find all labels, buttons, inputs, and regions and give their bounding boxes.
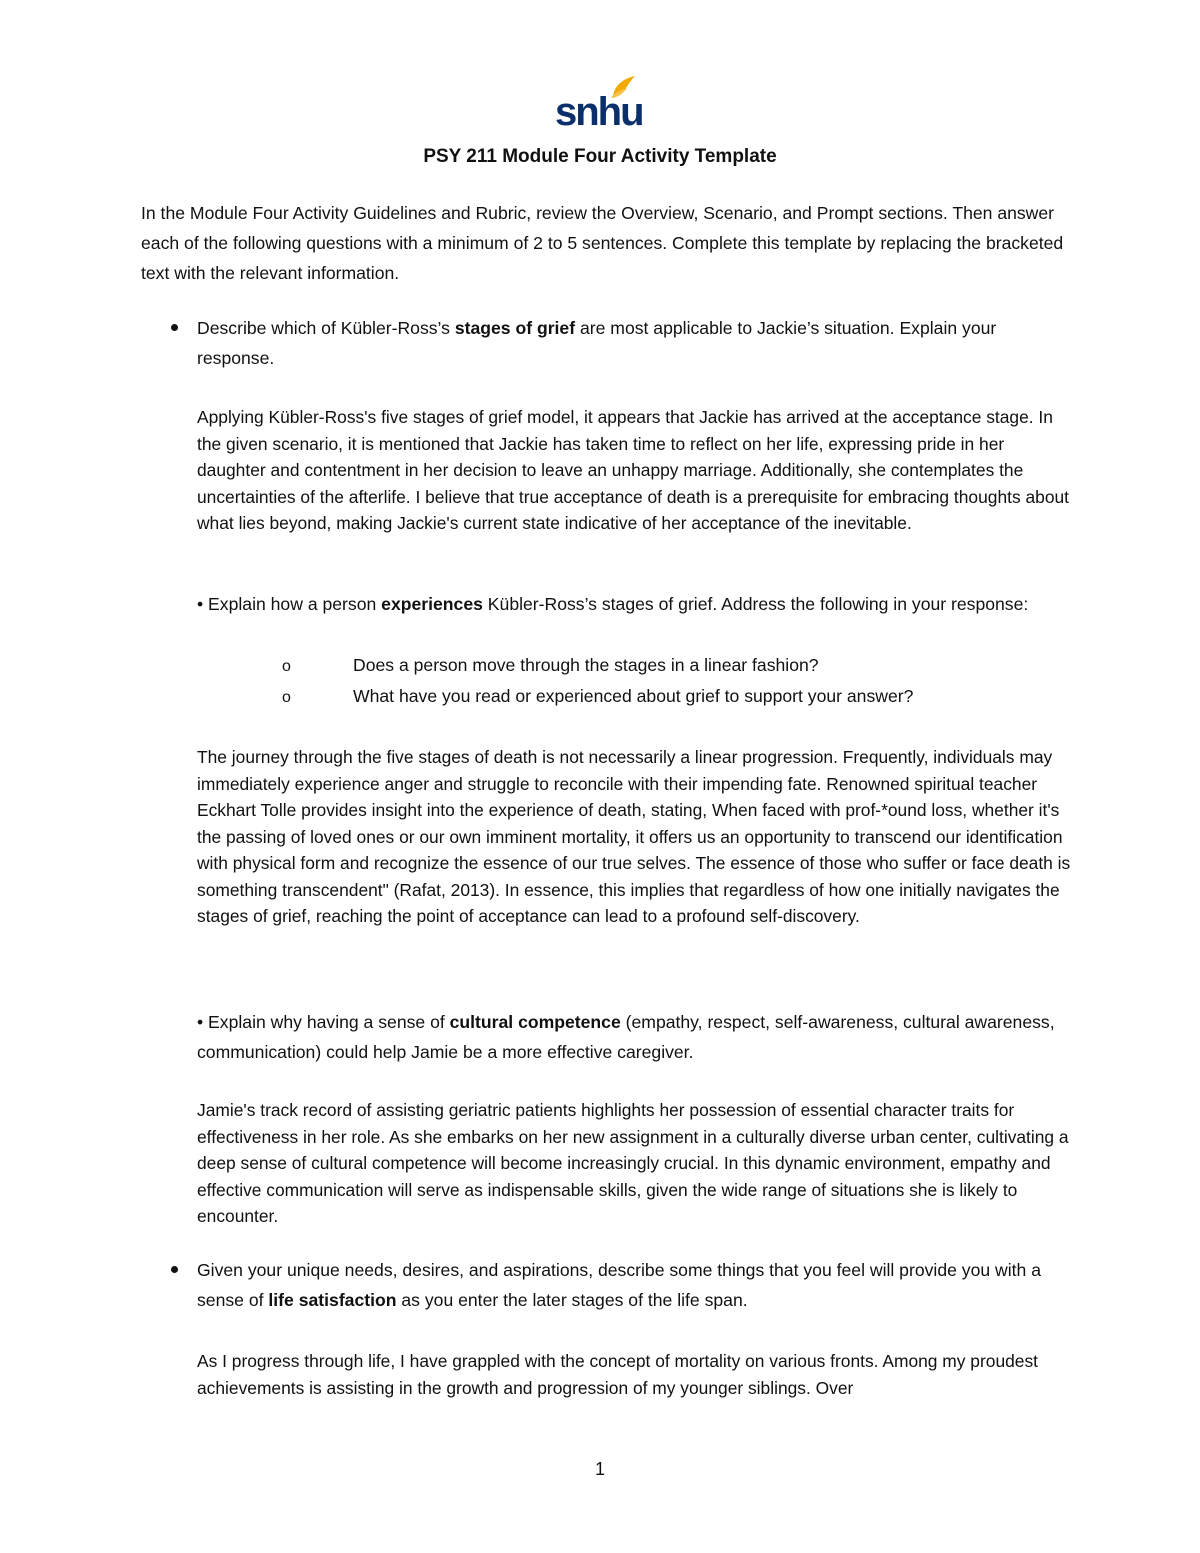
logo-text: snhu <box>555 90 643 134</box>
question-4-bold: life satisfaction <box>268 1290 397 1310</box>
sub-question-2: What have you read or experienced about grief to support your answer? <box>353 686 914 706</box>
question-2 <box>197 589 1057 619</box>
sub-bullet-icon: o <box>282 658 291 675</box>
question-3-bullet: • <box>197 1012 204 1032</box>
question-3 <box>197 1007 1057 1067</box>
question-2-bullet: • <box>197 594 204 614</box>
answer-3: Jamie's track record of assisting geriatric patients highlights her possession of essential character traits for effectiveness in her role. As she embarks on her new assignment in a culturally diverse urban center, cultivating a deep sense of cultural competence will become increasingly crucial. In this dynamic environment, empathy and effective communication will serve as indispensable skills, given the wide range of situations she is likely to encounter. <box>197 1100 1069 1226</box>
question-4-post: as you enter the later stages of the life span. <box>396 1290 748 1310</box>
question-3-post: (empathy, respect, self-awareness, cultural awareness, communication) could help Jamie be a more effective caregiver. <box>197 1012 1055 1062</box>
sub-bullet-icon: o <box>282 689 291 706</box>
question-4-pre: Given your unique needs, desires, and aspirations, describe some things that you feel will provide you with a sense of <box>197 1260 1041 1310</box>
question-1-bold: stages of grief <box>454 318 576 338</box>
answer-1: Applying Kübler-Ross's five stages of grief model, it appears that Jackie has arrived at the acceptance stage. In the given scenario, it is mentioned that Jackie has taken time to reflect on her life, expressing pride in her daughter and contentment in her decision to leave an unhappy marriage. Additionally, she contemplates the uncertainties of the afterlife. I believe that true acceptance of death is a prerequisite for embracing thoughts about what lies beyond, making Jackie's current state indicative of her acceptance of the inevitable. <box>197 407 1069 533</box>
answer-4: As I progress through life, I have grappled with the concept of mortality on various fronts. Among my proudest achievements is assisting in the growth and progression of my younger siblings. Over <box>197 1351 1038 1398</box>
question-1-post: are most applicable to Jackie’s situation. Explain your response. <box>197 318 997 368</box>
bullet-icon <box>171 1266 178 1273</box>
question-2-post: Kübler-Ross’s stages of grief. Address the following in your response: <box>482 594 1029 614</box>
question-3-bold: cultural competence <box>449 1012 621 1032</box>
question-1 <box>197 313 1057 373</box>
bullet-icon <box>171 324 178 331</box>
snhu-logo <box>555 74 643 134</box>
intro-paragraph: In the Module Four Activity Guidelines and Rubric, review the Overview, Scenario, and Prompt sections. Then answer each of the following questions with a minimum of 2 to 5 sentences. Complete this template by replacing the bracketed text with the relevant information. <box>141 203 1064 283</box>
page-title: PSY 211 Module Four Activity Template <box>423 146 777 167</box>
answer-2: The journey through the five stages of death is not necessarily a linear progression. Frequently, individuals may immediately experience anger and struggle to reconcile with their impending fate. Renowned spiritual teacher Eckhart Tolle provides insight into the experience of death, stating, When faced with prof-*ound loss, whether it's the passing of loved ones or our own imminent mortality, it offers us an opportunity to transcend our identification with physical form and recognize the essence of our true selves. The essence of those who suffer or face death is something transcendent" (Rafat, 2013). In essence, this implies that regardless of how one initially navigates the stages of grief, reaching the point of acceptance can lead to a profound self-discovery. <box>197 747 1071 926</box>
question-3-pre: Explain why having a sense of <box>203 1012 450 1032</box>
question-2-pre: Explain how a person <box>203 594 382 614</box>
question-1-pre: Describe which of Kübler-Ross’s <box>197 318 455 338</box>
question-4 <box>197 1255 1067 1315</box>
question-2-bold: experiences <box>381 594 483 614</box>
sub-question-1: Does a person move through the stages in a linear fashion? <box>353 655 819 675</box>
page-number: 1 <box>594 1459 605 1479</box>
